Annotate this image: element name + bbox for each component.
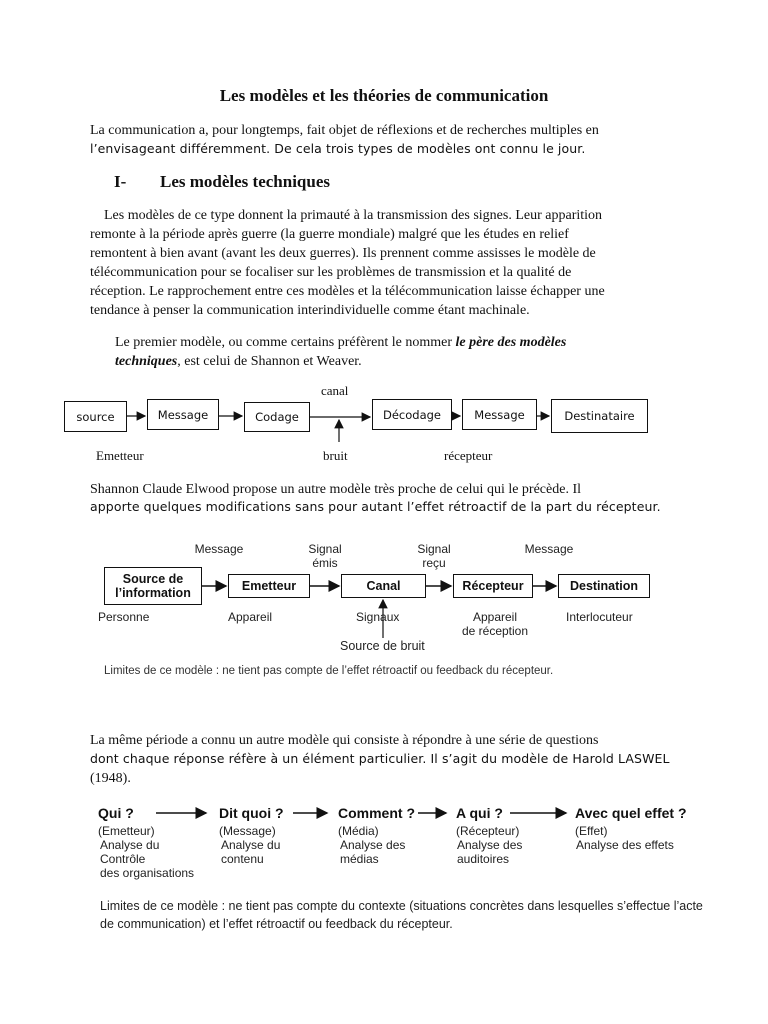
para4-line-3: (1948). [90, 771, 131, 786]
canal-label: canal [321, 383, 349, 398]
d3-sub-message: (Message) [219, 824, 276, 838]
intro-line-1: La communication a, pour longtemps, fait objet de réflexions et de recherches multiples en [90, 123, 599, 138]
page-title: Les modèles et les théories de communication [219, 86, 549, 105]
d2-bottom-appareil: Appareil [228, 610, 273, 624]
box-message-2: Message [462, 399, 537, 430]
d2-top-message-1: Message [194, 542, 244, 556]
para2-emphasis-2: techniques [115, 354, 178, 369]
d3-q-dit-quoi: Dit quoi ? [219, 805, 284, 821]
d2-box-destination: Destination [558, 574, 650, 598]
para2-text: Le premier modèle, ou comme certains préfèrent le nommer [115, 335, 456, 350]
box-decodage: Décodage [372, 399, 452, 430]
d2-bottom-signaux: Signaux [356, 610, 400, 624]
d3-sub-media: (Média) [338, 824, 379, 838]
d3-q-comment: Comment ? [338, 805, 415, 821]
d3-desc-effets: Analyse des effets [576, 838, 674, 852]
box-codage: Codage [244, 402, 310, 432]
bruit-label: bruit [323, 448, 348, 463]
recepteur-label: récepteur [444, 448, 493, 463]
d3-desc-contenu: Analyse du contenu [221, 838, 281, 866]
d3-sub-emetteur: (Emetteur) [98, 824, 155, 838]
para2-emphasis-1: le père des modèles [455, 335, 567, 350]
para3-line-1: Shannon Claude Elwood propose un autre modèle très proche de celui qui le précède. Il [90, 482, 582, 497]
d3-q-qui: Qui ? [98, 805, 134, 821]
d2-bottom-interlocuteur: Interlocuteur [566, 610, 633, 624]
para1-line-4: télécommunication pour se focaliser sur les problèmes de transmission et la qualité de [90, 265, 572, 280]
d3-limit-line-2: de communication) et l’effet rétroactif ou feedback du récepteur. [100, 917, 453, 931]
d2-box-canal: Canal [341, 574, 426, 598]
d2-bottom-appareil-reception: Appareil de réception [461, 610, 529, 638]
d3-desc-medias: Analyse des médias [340, 838, 406, 866]
para2-line-2 [115, 352, 362, 371]
d3-q-avec-quel-effet: Avec quel effet ? [575, 805, 687, 821]
intro-line-2: l’envisageant différemment. De cela trois types de modèles ont connu le jour. [90, 141, 586, 156]
d3-desc-controle: Analyse du Contrôle des organisations [100, 838, 195, 880]
d2-top-signal-emis: Signal émis [308, 542, 342, 570]
d3-sub-recepteur: (Récepteur) [456, 824, 520, 838]
para2-line-1 [115, 333, 566, 352]
para1-line-3: remontent à bien avant (avant les deux guerres). Ils prennent comme assisses le modèle de [90, 246, 596, 261]
section-number: I- [114, 172, 127, 191]
d2-top-message-2: Message [524, 542, 574, 556]
d3-limit-line-1: Limites de ce modèle : ne tient pas compte du contexte (situations concrètes dans lesquelles s’effectue l’acte [100, 899, 703, 913]
d3-sub-effet: (Effet) [575, 824, 608, 838]
para1-line-1: Les modèles de ce type donnent la primauté à la transmission des signes. Leur apparition [90, 208, 603, 223]
box-source: source [64, 401, 127, 432]
section-title: Les modèles techniques [160, 172, 330, 191]
emetteur-label: Emetteur [96, 448, 144, 463]
para1-line-2: remonte à la période après guerre (la guerre mondiale) malgré que les études en relief [90, 227, 569, 242]
diagram1-arrows [0, 380, 768, 450]
diagram2-arrows [0, 560, 768, 650]
para1-line-5: réception. Le rapprochement entre ces modèles et la télécommunication laisse échapper une [90, 284, 605, 299]
para4-line-2: dont chaque réponse réfère à un élément particulier. Il s’agit du modèle de Harold LASWEL [90, 751, 670, 766]
d3-desc-auditoires: Analyse des auditoires [457, 838, 523, 866]
para4-line-1: La même période a connu un autre modèle qui consiste à répondre à une série de questions [90, 733, 599, 748]
para1-line-6: tendance à penser la communication interindividuelle comme étant machinale. [90, 303, 530, 318]
para3-line-2: apporte quelques modifications sans pour autant l’effet rétroactif de la part du récepteur. [90, 499, 661, 514]
d2-box-source: Source de l’information [104, 567, 202, 605]
box-message-1: Message [147, 399, 219, 430]
box-destinataire: Destinataire [551, 399, 648, 433]
d3-q-a-qui: A qui ? [456, 805, 503, 821]
d2-noise-source: Source de bruit [340, 639, 425, 653]
para2-tail: , est celui de Shannon et Weaver. [177, 354, 362, 369]
d2-limit-note: Limites de ce modèle : ne tient pas compte de l’effet rétroactif ou feedback du récepteur. [104, 665, 554, 677]
d2-box-emetteur: Emetteur [228, 574, 310, 598]
d2-top-signal-recu: Signal reçu [417, 542, 451, 570]
d2-bottom-personne: Personne [98, 610, 150, 624]
d2-box-recepteur: Récepteur [453, 574, 533, 598]
